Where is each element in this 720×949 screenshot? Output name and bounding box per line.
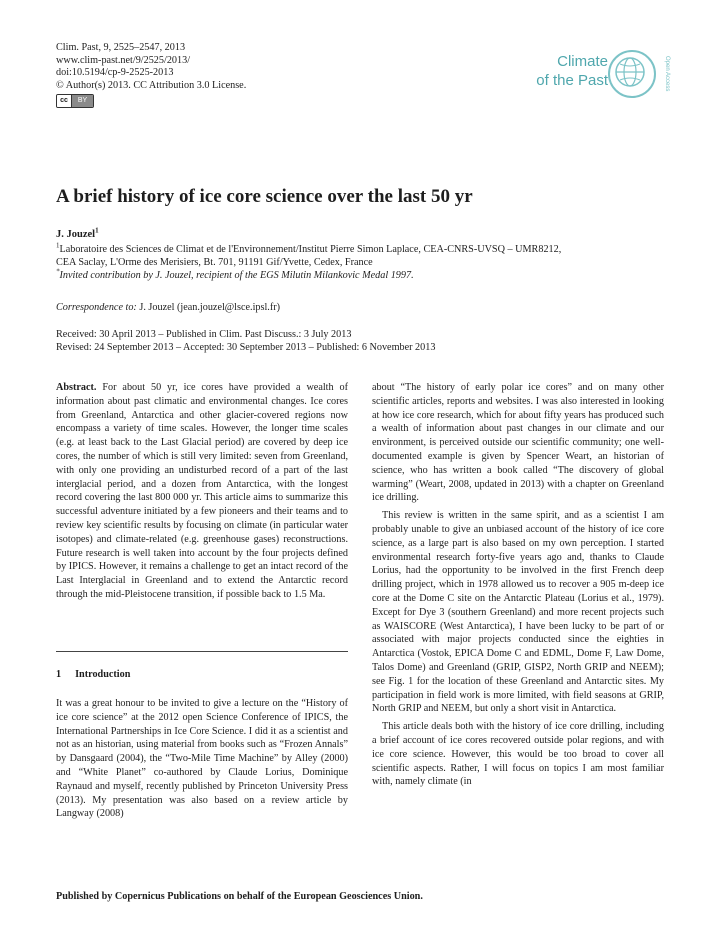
intro-paragraph: It was a great honour to be invited to give a lecture on the “History of ice core science” at the 2012 open Science Conference of IPICS, the International Partnerships in Ice Core Science. I did it as a scientist and not as an historian, using material from books such as “Frozen Annals” by Dansgaard (2004), the “Two-Mile Time Machine” by Alley (2000) and “White Planet” co-authored by Claude Lorius, Dominique Raynaud and myself, recently published by Princeton University Press (2013). My presentation was also based on a review article by Langway (2008)	[56, 698, 348, 820]
article-title: A brief history of ice core science over the last 50 yr	[56, 186, 473, 207]
abstract-paragraph	[56, 381, 348, 602]
right-column	[372, 381, 664, 789]
section-heading	[56, 669, 130, 680]
invited-marker: *	[56, 267, 60, 276]
dates-received: Received: 30 April 2013 – Published in Clim. Past Discuss.: 3 July 2013	[56, 329, 352, 340]
journal-logo	[504, 42, 674, 112]
abstract-text: For about 50 yr, ice cores have provided a wealth of information about past climatic and environmental changes. Ice cores from Greenland, Antarctica and other glacier-covered regions now encompass a variety of time scales. However, the longer time scales (e.g. at least back to the Last Glacial period) are covered by deep ice cores, the number of which is still very limited: seven from Greenland, with only one providing an undisturbed record of a part of the last interglacial period, and a dozen from Antarctica, with the longest record covering the last 800 000 yr. This article aims to summarize this successful adventure initiated by a few pioneers and their teams and to review key scientific results by focusing on climate (in particular water isotopes) and climate-related (e.g. greenhouse gases) reconstructions. Future research is well taken into account by the four projects defined by IPICS. However, it remains a challenge to get an intact record of the Last Interglacial in Greenland and to extend the Antarctic record through the mid-Pleistocene transition, if possible back to 1.5 Ma.	[56, 382, 348, 600]
abstract-divider	[56, 651, 348, 652]
dates-revised: Revised: 24 September 2013 – Accepted: 30 September 2013 – Published: 6 November 2013	[56, 342, 436, 353]
affiliation-block	[56, 241, 666, 282]
invited-contribution-note: Invited contribution by J. Jouzel, recipient of the EGS Milutin Milankovic Medal 1997.	[59, 269, 414, 281]
citation-line: Clim. Past, 9, 2525–2547, 2013	[56, 42, 186, 53]
affiliation-line-1: Laboratoire des Sciences de Climat et de l'Environnement/Institut Pierre Simon Laplace, CEA-CNRS-UVSQ – UMR8212,	[59, 244, 562, 255]
abstract-column	[56, 381, 348, 602]
affiliation-marker: 1	[56, 241, 60, 250]
correspondence-email[interactable]: J. Jouzel (jean.jouzel@lsce.ipsl.fr)	[139, 302, 281, 313]
introduction-text	[56, 697, 348, 821]
logo-text	[536, 52, 608, 90]
publication-dates	[56, 328, 435, 354]
section-number: 1	[56, 669, 62, 680]
author-line	[56, 226, 99, 240]
publisher-footer: Published by Copernicus Publications on behalf of the European Geosciences Union.	[56, 891, 423, 902]
open-access-label: Open Access	[664, 56, 670, 92]
journal-metadata	[56, 42, 246, 108]
logo-line-2: of the Past	[536, 72, 608, 89]
right-paragraph-3: This article deals both with the history of ice core drilling, including a brief account of ice cores recovered outside polar regions, and with ice core science. However, this would be too broad to cover all scientific aspects. Rather, I will focus on topics I am most familiar with, namely climate (in	[372, 721, 664, 788]
cc-badge-left: cc	[57, 95, 72, 107]
author-name: J. Jouzel	[56, 229, 96, 240]
correspondence-line	[56, 302, 280, 313]
abstract-label: Abstract.	[56, 382, 97, 393]
right-paragraph-2: This review is written in the same spirit, and as a scientist I am probably unable to give an unbiased account of the history of ice core science, as a large part is also based on my own perception. I started environmental research forty-five years ago and, thanks to Claude Lorius, had the opportunity to be involved in the first French deep drilling project, which in 1978 allowed us to recover a 905 m-deep ice core at the Dome C site on the Antarctic Plateau (Lorius et al., 1979). Except for Dye 3 (southern Greenland) and more recent projects such as WAISCORE (West Antarctica), I have been lucky to be part of or associated with major projects conducted since the eighties in Antarctica (Vostok, EPICA Dome C and EDML, Dome F, Law Dome, Talos Dome) and Greenland (GRIP, GISP2, North GRIP and NEEM); see Fig. 1 for the location of these Greenland and Antarctic sites. My participation in field work is more limited, with field seasons at GRIP, North GRIP and NEEM, but only a short visit in Antarctica.	[372, 510, 664, 715]
license-line: © Author(s) 2013. CC Attribution 3.0 License.	[56, 79, 247, 91]
cc-by-license-icon[interactable]	[56, 94, 94, 108]
right-paragraph-1: about “The history of early polar ice cores” and on many other scientific articles, reports and websites. I was also interested in looking at how ice core research, which for about fifty years has produced such a wealth of information about past changes in our climate and our environment, is perceived outside our scientific community; one well-documented example is given by Spencer Weart, an historian of science, who has written a book called “The discovery of global warming” (Weart, 2008, updated in 2013) with a chapter on Greenland ice drilling.	[372, 382, 664, 504]
section-title: Introduction	[75, 669, 131, 680]
logo-line-1: Climate	[557, 53, 608, 70]
journal-url[interactable]: www.clim-past.net/9/2525/2013/	[56, 54, 191, 66]
author-affiliation-marker: 1	[95, 226, 99, 235]
doi-line[interactable]: doi:10.5194/cp-9-2525-2013	[56, 67, 174, 79]
open-access-globe-icon	[608, 50, 656, 98]
correspondence-label: Correspondence to:	[56, 302, 137, 313]
cc-badge-right: BY	[72, 95, 93, 107]
affiliation-line-2: CEA Saclay, L'Orme des Merisiers, Bt. 701, 91191 Gif/Yvette, Cedex, France	[56, 256, 373, 268]
